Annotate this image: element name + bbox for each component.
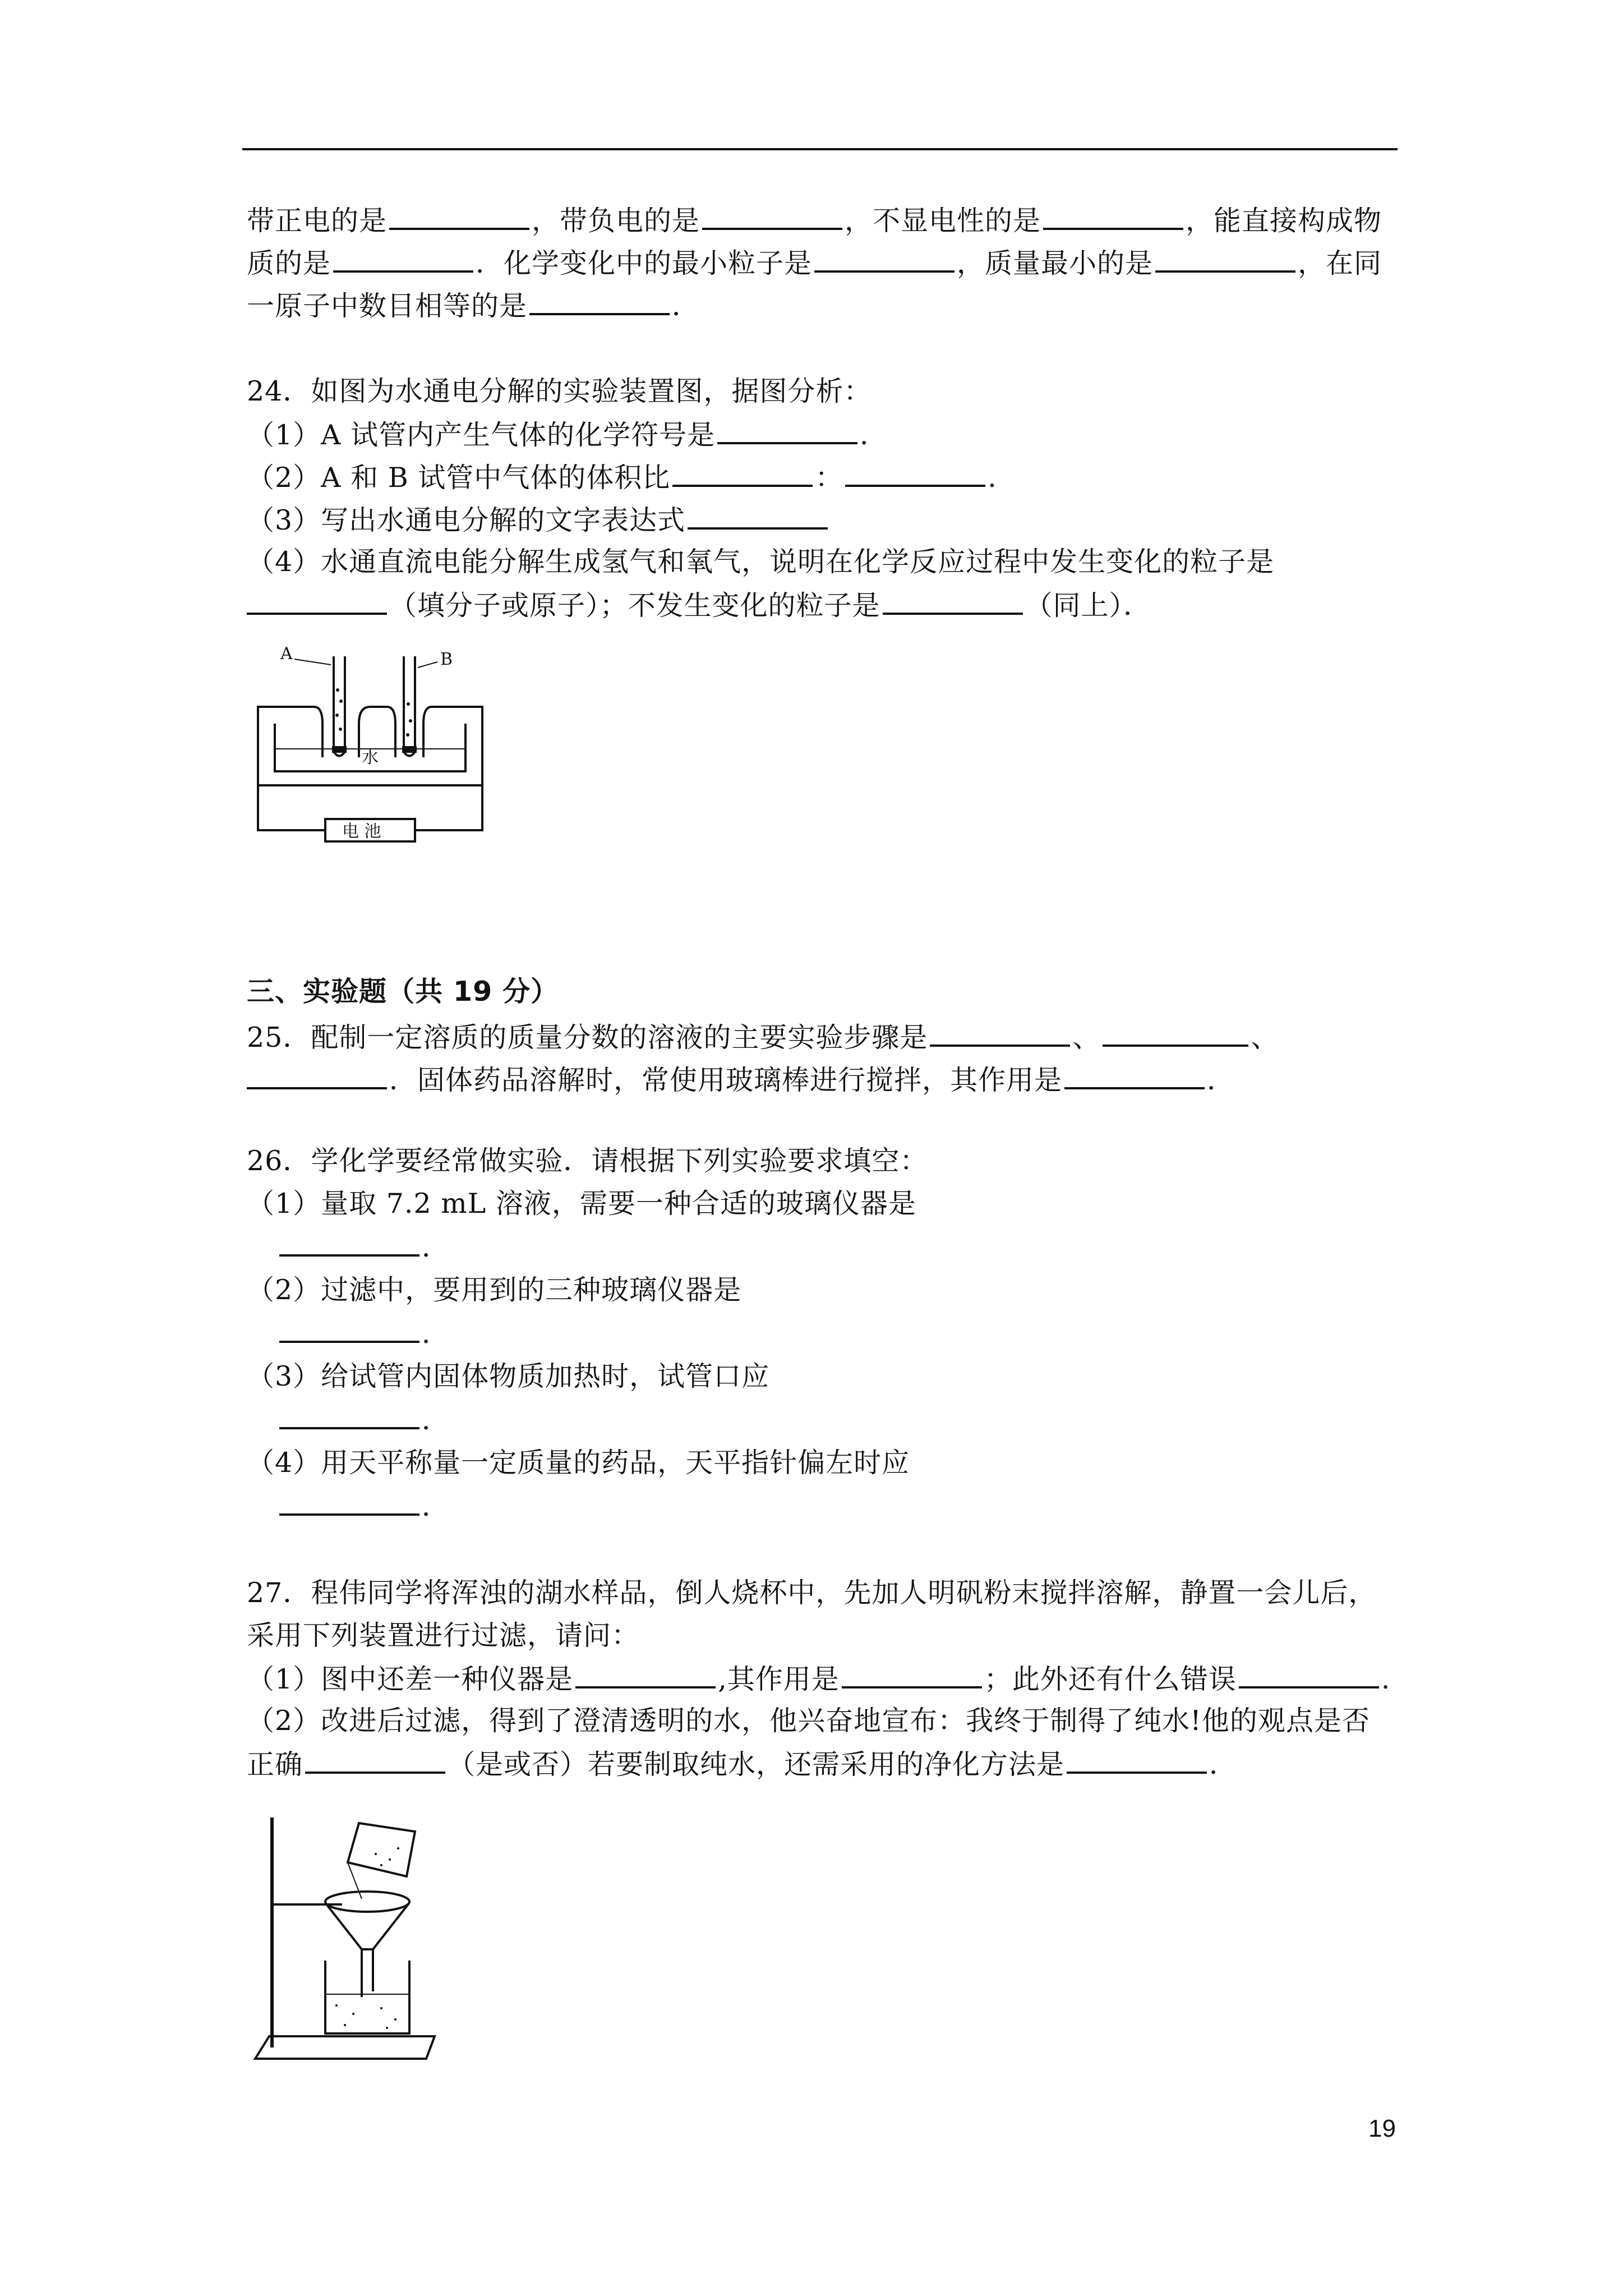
text: （1）A 试管内产生气体的化学符号是 bbox=[247, 419, 716, 451]
text: ． bbox=[422, 1231, 450, 1263]
text: ．化学变化中的最小粒子是 bbox=[476, 247, 813, 279]
answer-blank bbox=[247, 588, 387, 615]
q26-part4: （4）用天平称量一定质量的药品，天平指针偏左时应 bbox=[247, 1447, 910, 1479]
page-number: 19 bbox=[1368, 2115, 1396, 2142]
text: . bbox=[1381, 1663, 1391, 1695]
answer-blank bbox=[305, 1747, 445, 1774]
text: 25．配制一定溶质的质量分数的溶液的主要实验步骤是 bbox=[247, 1022, 928, 1053]
electrolysis-diagram bbox=[247, 645, 505, 858]
text: （同上）． bbox=[1025, 590, 1152, 622]
q26-part1-answer bbox=[279, 1230, 450, 1264]
answer-blank bbox=[845, 460, 985, 487]
text: （填分子或原子）；不发生变化的粒子是 bbox=[389, 590, 880, 622]
answer-blank bbox=[672, 460, 813, 487]
filtration-apparatus-diagram bbox=[247, 1806, 460, 2076]
q26-title: 26．学化学要经常做实验．请根据下列实验要求填空： bbox=[247, 1145, 928, 1177]
text: ，带负电的是 bbox=[532, 205, 700, 237]
text: （是或否）若要制取纯水，还需采用的净化方法是 bbox=[448, 1749, 1065, 1780]
answer-blank bbox=[883, 588, 1023, 615]
answer-blank bbox=[247, 1062, 387, 1089]
answer-blank bbox=[575, 1662, 716, 1688]
answer-blank bbox=[930, 1020, 1070, 1047]
text: ． bbox=[422, 1318, 450, 1350]
answer-blank bbox=[279, 1316, 419, 1343]
q26-part3-answer bbox=[279, 1402, 450, 1437]
text: ． bbox=[422, 1404, 450, 1436]
text: ． bbox=[1207, 1064, 1235, 1096]
text: ． bbox=[422, 1490, 450, 1522]
q24-part4: （4）水通直流电能分解生成氢气和氧气，说明在化学反应过程中发生变化的粒子是 bbox=[247, 546, 1275, 578]
text: ；此外还有什么错误 bbox=[984, 1663, 1237, 1695]
answer-blank bbox=[702, 203, 842, 230]
answer-blank bbox=[279, 1230, 419, 1257]
answer-blank bbox=[814, 246, 955, 273]
text: （2）A 和 B 试管中气体的体积比 bbox=[247, 462, 671, 494]
label-a: A bbox=[280, 645, 293, 664]
q27-line1: 27．程伟同学将浑浊的湖水样品，倒人烧杯中，先加人明矾粉末搅拌溶解，静置一会儿后， bbox=[247, 1577, 1377, 1609]
answer-blank bbox=[1103, 1020, 1248, 1047]
text: ，在同 bbox=[1298, 247, 1382, 279]
q27-line2: 采用下列装置进行过滤，请问： bbox=[247, 1619, 640, 1651]
answer-blank bbox=[279, 1489, 419, 1516]
text: 质的是 bbox=[247, 247, 331, 279]
answer-blank bbox=[1155, 246, 1295, 273]
label-b: B bbox=[440, 650, 453, 669]
q26-part4-answer bbox=[279, 1489, 450, 1524]
q25-line2 bbox=[247, 1062, 1235, 1097]
answer-blank bbox=[1239, 1662, 1379, 1688]
q27-part1 bbox=[247, 1662, 1390, 1696]
q26-part2-answer bbox=[279, 1316, 450, 1351]
q24-part4-cont bbox=[247, 588, 1151, 623]
q23-line3 bbox=[247, 288, 700, 323]
text: ,其作用是 bbox=[718, 1663, 840, 1695]
answer-blank bbox=[1067, 1747, 1207, 1774]
q26-part2: （2）过滤中，要用到的三种玻璃仪器是 bbox=[247, 1274, 742, 1306]
text: ． bbox=[988, 462, 1016, 494]
q27-part2-cont bbox=[247, 1747, 1237, 1782]
header-rule bbox=[242, 148, 1398, 150]
answer-blank bbox=[688, 503, 828, 530]
text: ，能直接构成物 bbox=[1186, 205, 1382, 237]
q24-title: 24．如图为水通电分解的实验装置图，据图分析： bbox=[247, 375, 872, 407]
text: ： bbox=[815, 462, 843, 494]
q27-part2: （2）改进后过滤，得到了澄清透明的水，他兴奋地宣布：我终于制得了纯水!他的观点是否 bbox=[247, 1705, 1370, 1737]
battery-label: 电 池 bbox=[342, 822, 381, 841]
answer-blank bbox=[529, 288, 670, 315]
answer-blank bbox=[279, 1402, 419, 1429]
q23-line2 bbox=[247, 246, 1382, 280]
answer-blank bbox=[333, 246, 473, 273]
text: ，不显电性的是 bbox=[845, 205, 1041, 237]
q24-part3 bbox=[247, 503, 830, 537]
text: ．固体药品溶解时，常使用玻璃棒进行搅拌，其作用是 bbox=[389, 1064, 1063, 1096]
section-heading: 三、实验题（共 19 分） bbox=[247, 976, 559, 1007]
text: 、 bbox=[1251, 1022, 1279, 1053]
water-label: 水 bbox=[362, 748, 379, 767]
q24-part2 bbox=[247, 460, 1016, 495]
q24-part1 bbox=[247, 417, 888, 452]
text: ． bbox=[672, 290, 700, 322]
answer-blank bbox=[842, 1662, 982, 1688]
answer-blank bbox=[389, 203, 529, 230]
text: ． bbox=[1209, 1749, 1238, 1780]
text: （3）写出水通电分解的文字表达式 bbox=[247, 504, 686, 536]
text: （1）图中还差一种仪器是 bbox=[247, 1663, 574, 1695]
text: 一原子中数目相等的是 bbox=[247, 290, 528, 322]
q26-part1: （1）量取 7.2 mL 溶液，需要一种合适的玻璃仪器是 bbox=[247, 1188, 916, 1220]
answer-blank bbox=[1043, 203, 1183, 230]
answer-blank bbox=[1064, 1062, 1205, 1089]
text: 带正电的是 bbox=[247, 205, 388, 237]
q23-line1 bbox=[247, 203, 1382, 238]
answer-blank bbox=[717, 417, 857, 444]
q26-part3: （3）给试管内固体物质加热时，试管口应 bbox=[247, 1360, 770, 1392]
text: 正确 bbox=[247, 1749, 303, 1780]
text: 、 bbox=[1072, 1022, 1101, 1053]
q25-line1 bbox=[247, 1020, 1279, 1055]
text: ，质量最小的是 bbox=[957, 247, 1154, 279]
text: ． bbox=[860, 419, 888, 451]
